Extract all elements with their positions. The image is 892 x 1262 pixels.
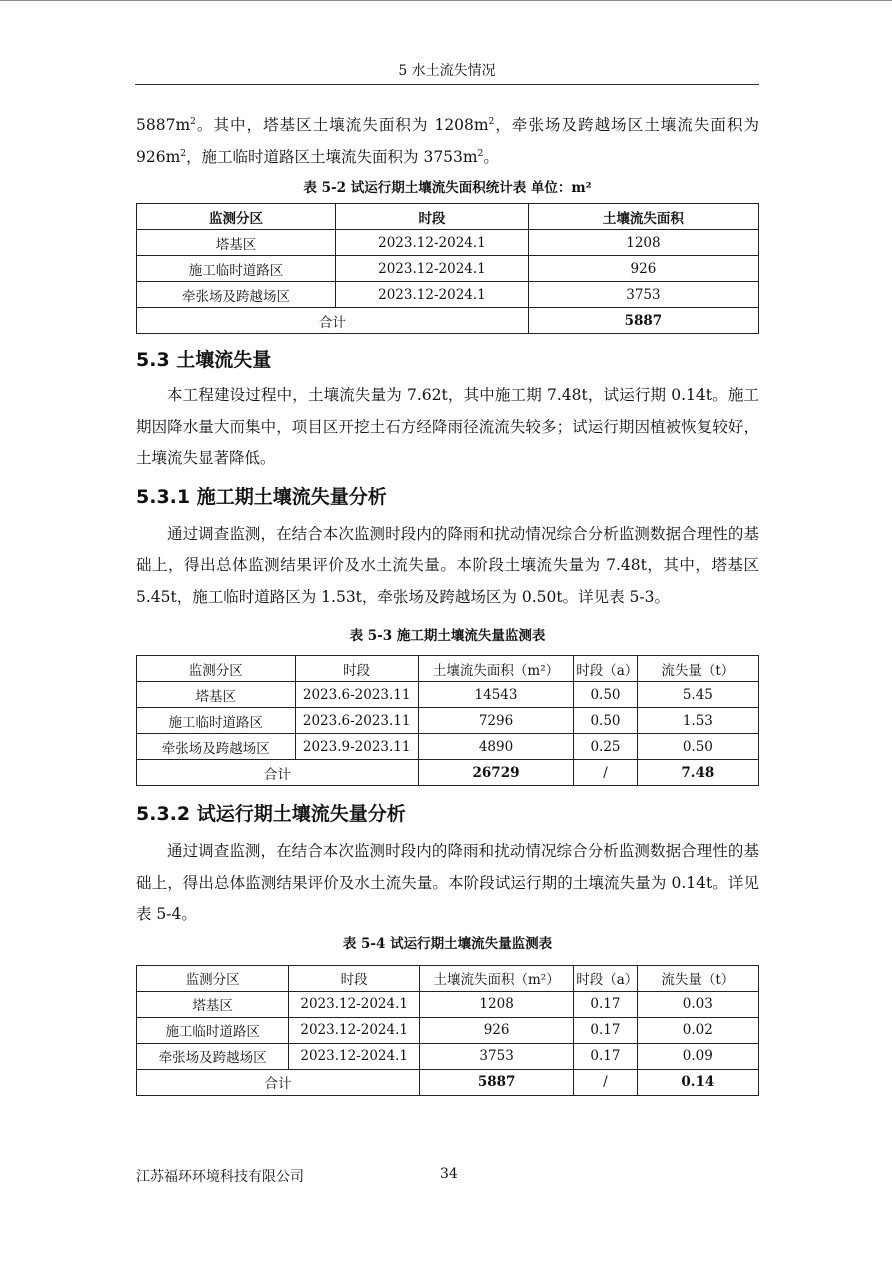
table-5-3 — [136, 655, 759, 786]
table-cell: 塔基区 — [137, 230, 336, 256]
table-5-3-caption: 表 5-3 施工期土壤流失量监测表 — [349, 628, 546, 644]
total-value: 26729 — [418, 760, 574, 786]
table-cell: 0.17 — [574, 1043, 637, 1069]
table-cell: 7296 — [418, 708, 574, 734]
section-5-3-1-paragraph: 通过调查监测，在结合本次监测时段内的降雨和扰动情况综合分析监测数据合理性的基础上，得出总体监测结果评价及水土流失量。本阶段土壤流失量为 7.48t，其中，塔基区 5.45t，施工临时道路区为 1.53t，牵张场及跨越场区为 0.50t。详见表 5-3。 — [136, 524, 759, 606]
intro-text: 积为 926m — [136, 116, 759, 166]
header-cell: 时段（a） — [574, 656, 637, 682]
header-cell: 监测分区 — [137, 965, 289, 991]
section-heading-5-3-1: 5.3.1 施工期土壤流失量分析 — [136, 485, 387, 508]
table-cell: 2023.9-2023.11 — [295, 734, 418, 760]
page-number: 34 — [440, 1166, 458, 1182]
header-rule — [135, 84, 759, 85]
section-5-3-paragraph: 本工程建设过程中，土壤流失量为 7.62t，其中施工期 7.48t，试运行期 0.14t。施工期因降水量大而集中，项目区开挖土石方经降雨径流流失较多；试运行期因植被恢复较好，土壤流失显著降低。 — [136, 386, 759, 467]
table-cell: 5.45 — [637, 682, 758, 708]
table-header-row — [137, 965, 759, 991]
company-name: 江苏福环环境科技有限公司 — [136, 1169, 304, 1185]
header-cell: 时段 — [336, 204, 529, 230]
table-cell: 0.50 — [637, 734, 758, 760]
header-cell: 监测分区 — [137, 656, 296, 682]
total-value: / — [574, 1069, 637, 1095]
table-row — [137, 734, 759, 760]
table-5-2 — [136, 203, 759, 334]
table-5-2-caption: 表 5-2 试运行期土壤流失面积统计表 单位：m² — [303, 180, 592, 196]
intro-text: 。 — [483, 147, 499, 166]
table-cell: 2023.12-2024.1 — [289, 1043, 420, 1069]
table-row — [137, 708, 759, 734]
superscript: 2 — [488, 116, 495, 127]
table-cell: 926 — [528, 256, 758, 282]
table-row — [137, 682, 759, 708]
table-row — [137, 230, 759, 256]
total-value: 5887 — [528, 308, 758, 334]
total-value: 5887 — [419, 1069, 573, 1095]
table-cell: 926 — [419, 1017, 573, 1043]
table-cell: 3753 — [528, 282, 758, 308]
table-cell: 0.25 — [574, 734, 637, 760]
total-value: 7.48 — [637, 760, 758, 786]
header-cell: 时段（a） — [574, 965, 637, 991]
intro-text: ，施工临时道路区土壤流失面积为 3753m — [186, 147, 478, 166]
table-cell: 14543 — [418, 682, 574, 708]
table-cell: 0.02 — [637, 1017, 758, 1043]
table-row — [137, 1043, 759, 1069]
header-cell: 土壤流失面积 — [528, 204, 758, 230]
page-top-edge — [0, 0, 892, 1]
table-cell: 1.53 — [637, 708, 758, 734]
table-cell: 牵张场及跨越场区 — [137, 734, 296, 760]
table-row — [137, 1017, 759, 1043]
table-cell: 2023.12-2024.1 — [336, 256, 529, 282]
table-cell: 2023.6-2023.11 — [295, 682, 418, 708]
total-label: 合计 — [137, 760, 419, 786]
total-label: 合计 — [137, 1069, 420, 1095]
total-value: / — [574, 760, 637, 786]
table-total-row — [137, 308, 759, 334]
table-cell: 0.03 — [637, 991, 758, 1017]
header-cell: 时段 — [289, 965, 420, 991]
header-cell: 流失量（t） — [637, 656, 758, 682]
table-cell: 2023.12-2024.1 — [336, 230, 529, 256]
table-cell: 0.09 — [637, 1043, 758, 1069]
total-label: 合计 — [137, 308, 529, 334]
table-cell: 0.17 — [574, 991, 637, 1017]
header-cell: 土壤流失面积（m²） — [418, 656, 574, 682]
table-cell: 0.50 — [574, 682, 637, 708]
table-5-4 — [136, 965, 759, 1096]
intro-text: ，牵张场及跨越场区土壤流失面 — [494, 116, 727, 134]
table-cell: 施工临时道路区 — [137, 708, 296, 734]
section-heading-5-3: 5.3 土壤流失量 — [136, 349, 272, 371]
page-content — [136, 110, 759, 1096]
total-value: 0.14 — [637, 1069, 758, 1095]
table-row — [137, 991, 759, 1017]
superscript: 2 — [180, 148, 187, 159]
table-cell: 施工临时道路区 — [137, 256, 336, 282]
header-cell: 土壤流失面积（m²） — [419, 965, 573, 991]
table-cell: 1208 — [528, 230, 758, 256]
header-cell: 监测分区 — [137, 204, 336, 230]
table-row — [137, 256, 759, 282]
table-row — [137, 282, 759, 308]
table-cell: 塔基区 — [137, 682, 296, 708]
table-cell: 2023.6-2023.11 — [295, 708, 418, 734]
table-cell: 牵张场及跨越场区 — [137, 282, 336, 308]
table-cell: 2023.12-2024.1 — [289, 1017, 420, 1043]
table-cell: 3753 — [419, 1043, 573, 1069]
table-cell: 0.50 — [574, 708, 637, 734]
table-total-row — [137, 1069, 759, 1095]
section-heading-5-3-2: 5.3.2 试运行期土壤流失量分析 — [136, 803, 406, 825]
table-total-row — [137, 760, 759, 786]
table-cell: 施工临时道路区 — [137, 1017, 289, 1043]
table-5-4-caption: 表 5-4 试运行期土壤流失量监测表 — [342, 935, 553, 952]
intro-paragraph — [136, 110, 759, 173]
section-5-3-2-paragraph: 通过调查监测，在结合本次监测时段内的降雨和扰动情况综合分析监测数据合理性的基础上，得出总体监测结果评价及水土流失量。本阶段试运行期的土壤流失量为 0.14t。详见表 5-4。 — [136, 842, 759, 923]
intro-text: 5887m — [136, 116, 191, 134]
table-header-row — [137, 656, 759, 682]
superscript: 2 — [190, 116, 196, 127]
table-header-row — [137, 204, 759, 230]
table-cell: 2023.12-2024.1 — [336, 282, 529, 308]
header-cell: 时段 — [295, 656, 418, 682]
intro-text: 。其中，塔基区土壤流失面积为 1208m — [195, 116, 489, 134]
running-header: 5 水土流失情况 — [398, 63, 496, 79]
table-cell: 4890 — [418, 734, 574, 760]
table-cell: 1208 — [419, 991, 573, 1017]
table-cell: 0.17 — [574, 1017, 637, 1043]
table-cell: 牵张场及跨越场区 — [137, 1043, 289, 1069]
header-cell: 流失量（t） — [637, 965, 758, 991]
table-cell: 2023.12-2024.1 — [289, 991, 420, 1017]
superscript: 2 — [477, 148, 484, 159]
table-cell: 塔基区 — [137, 991, 289, 1017]
